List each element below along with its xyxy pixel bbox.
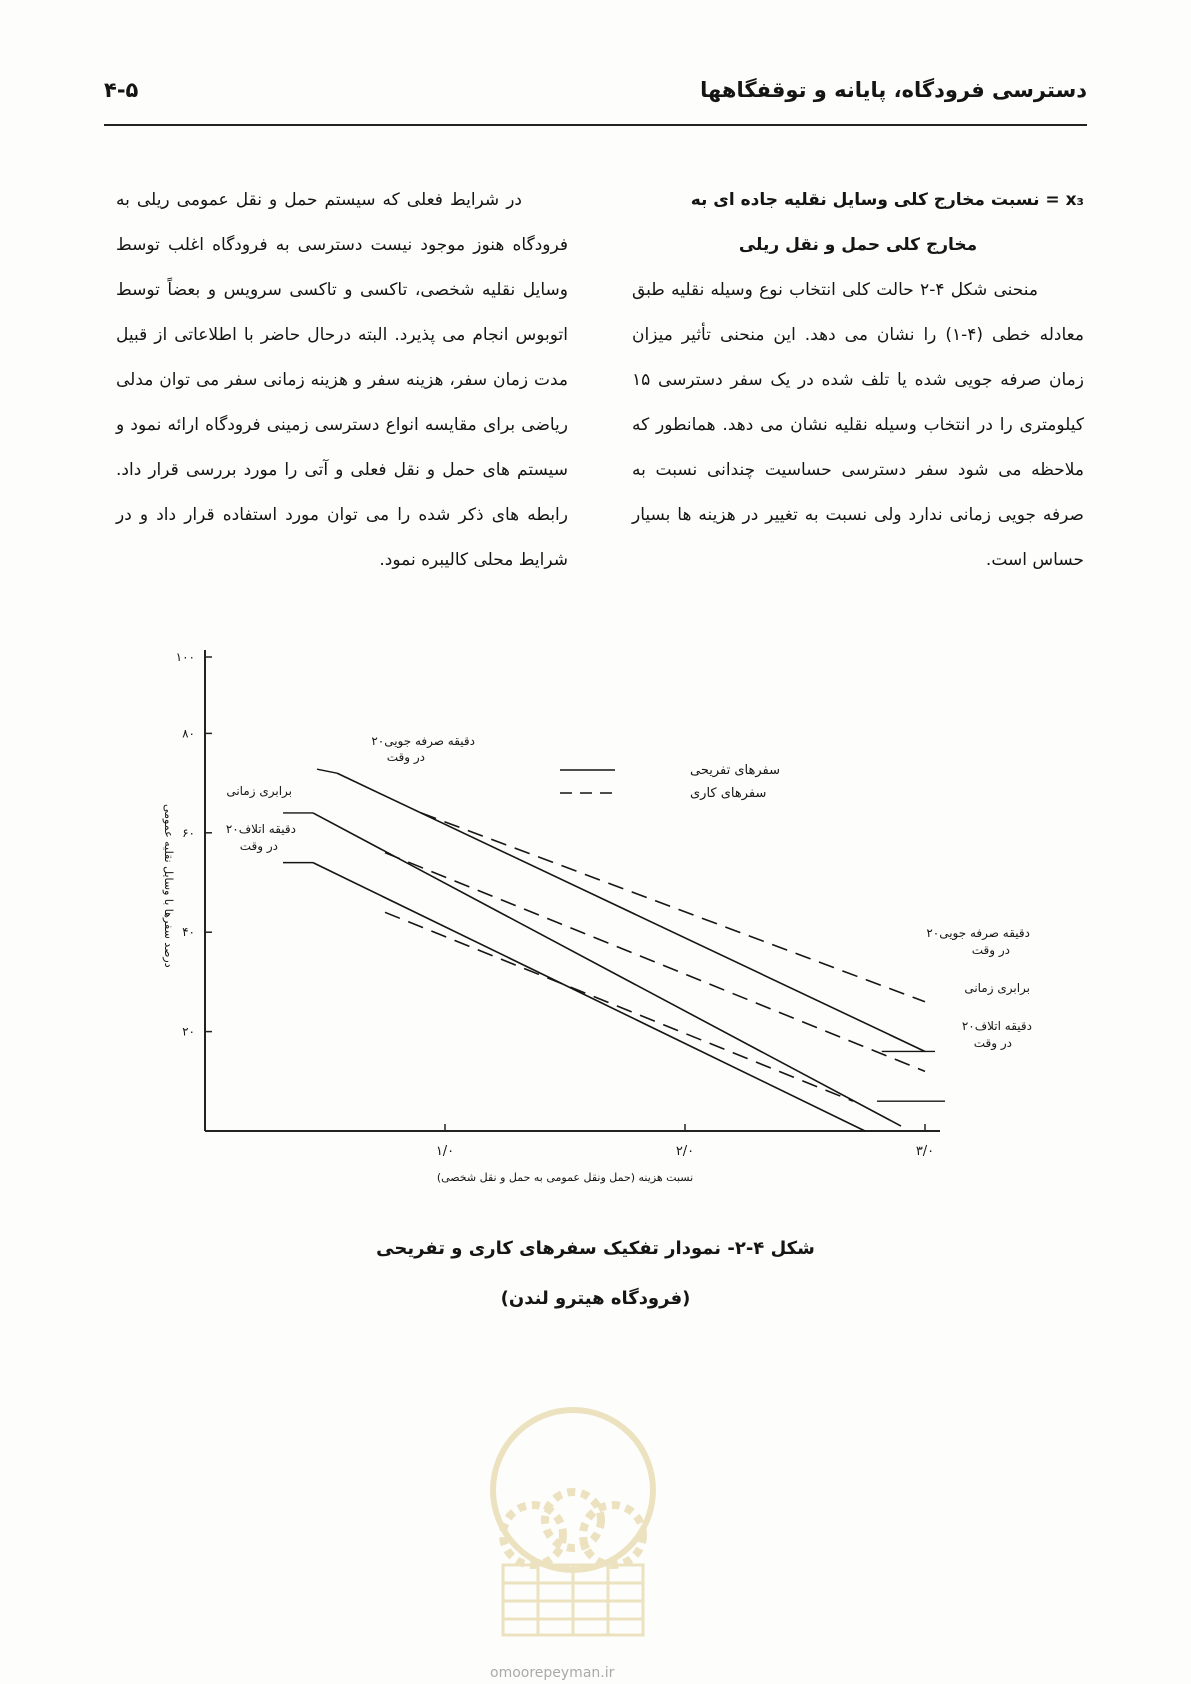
x-axis-label: نسبت هزینه (حمل ونقل عمومی به حمل و نقل شخصی)	[436, 1171, 694, 1184]
annotation-right-lost: ۲۰دقیقه اتلاف	[961, 1019, 1032, 1033]
chart-axes	[162, 650, 940, 1184]
annotation-right-lost-2: در وقت	[973, 1036, 1012, 1050]
annotation-left-ahead: ۲۰دقیقه صرفه جویی	[371, 734, 475, 748]
paragraph-curve-description: منحنی شکل ۴-۲ حالت کلی انتخاب نوع وسیله نقلیه طبق معادله خطی (۴-۱) را نشان می دهد. این منحنی تأثیر میزان زمان صرفه جویی شده یا تلف شده در یک سفر دسترسی ۱۵ کیلومتری را در انتخاب وسیله نقلیه نشان می دهد. همانطور که ملاحظه می شود سفر دسترسی حساسیت چندانی نسبت به صرفه جویی زمانی ندارد ولی نسبت به تغییر در هزینه ها بسیار حساس است.	[632, 280, 1084, 570]
leader-left-ahead	[317, 769, 337, 773]
series-line-lost-solid	[313, 863, 865, 1131]
y-tick-label: ۱۰۰	[175, 650, 195, 664]
annotation-left-equal: برابری زمانی	[226, 784, 292, 798]
figure-caption-sub: (فرودگاه هیترو لندن)	[500, 1288, 691, 1309]
y-tick-label: ۲۰	[182, 1024, 195, 1039]
y-tick-label: ۶۰	[182, 825, 195, 840]
y-tick-label: ۴۰	[182, 925, 195, 940]
annotation-right-equal: برابری زمانی	[964, 981, 1030, 995]
text-column-right	[632, 178, 1084, 583]
y-tick-label: ۸۰	[182, 726, 195, 741]
x-tick-label: ۱/۰	[435, 1144, 455, 1159]
annotation-left-lost-2: در وقت	[239, 839, 278, 853]
watermark-url: omoorepeyman.ir	[490, 1665, 615, 1681]
page-number: ۴-۵	[104, 78, 139, 102]
x3-definition-line2: مخارج کلی حمل و نقل ریلی	[738, 235, 978, 255]
mode-choice-chart	[0, 650, 1191, 1210]
series-line-ahead-dashed	[421, 813, 925, 1002]
legend-label-leisure: سفرهای تفریحی	[690, 763, 780, 778]
x-tick-label: ۲/۰	[675, 1144, 695, 1159]
figure-caption: شکل ۴-۲- نمودار تفکیک سفرهای کاری و تفریحی	[376, 1238, 815, 1259]
text-column-left	[116, 178, 568, 583]
series-line-equal-dashed	[385, 853, 925, 1072]
annotation-right-ahead-2: در وقت	[971, 943, 1010, 957]
header-rule	[104, 124, 1087, 126]
series-line-equal-solid	[313, 813, 901, 1126]
annotation-right-ahead: ۲۰دقیقه صرفه جویی	[926, 926, 1030, 940]
annotation-left-lost: ۲۰دقیقه اتلاف	[225, 822, 296, 836]
x3-definition-line1: x₃ = نسبت مخارج کلی وسایل نقلیه جاده ای به	[690, 190, 1084, 210]
chart-labels	[226, 734, 1032, 1051]
watermark-seal	[478, 1395, 668, 1645]
annotation-left-ahead-2: در وقت	[386, 750, 425, 764]
series-line-lost-dashed	[385, 912, 853, 1101]
y-axis-label: درصد سفرها با وسایل نقلیه عمومی	[162, 803, 175, 968]
legend-label-business: سفرهای کاری	[690, 786, 767, 801]
page-header	[104, 78, 1087, 118]
x-tick-label: ۳/۰	[915, 1144, 935, 1159]
running-title: دسترسی فرودگاه، پایانه و توقفگاهها	[700, 78, 1087, 102]
paragraph-current-conditions: در شرایط فعلی که سیستم حمل و نقل عمومی ریلی به فرودگاه هنوز موجود نیست دسترسی به فرودگاه اغلب توسط وسایل نقلیه شخصی، تاکسی و تاکسی سرویس و بعضاً توسط اتوبوس انجام می پذیرد. البته درحال حاضر با اطلاعاتی از قبیل مدت زمان سفر، هزینه سفر و هزینه زمانی سفر می توان مدلی ریاضی برای مقایسه انواع دسترسی زمینی فرودگاه ارائه نمود و سیستم های حمل و نقل فعلی و آتی را مورد بررسی قرار داد. رابطه های ذکر شده را می توان مورد استفاده قرار داد و در شرایط محلی کالیبره نمود.	[116, 190, 568, 570]
chart-series	[283, 769, 945, 1131]
